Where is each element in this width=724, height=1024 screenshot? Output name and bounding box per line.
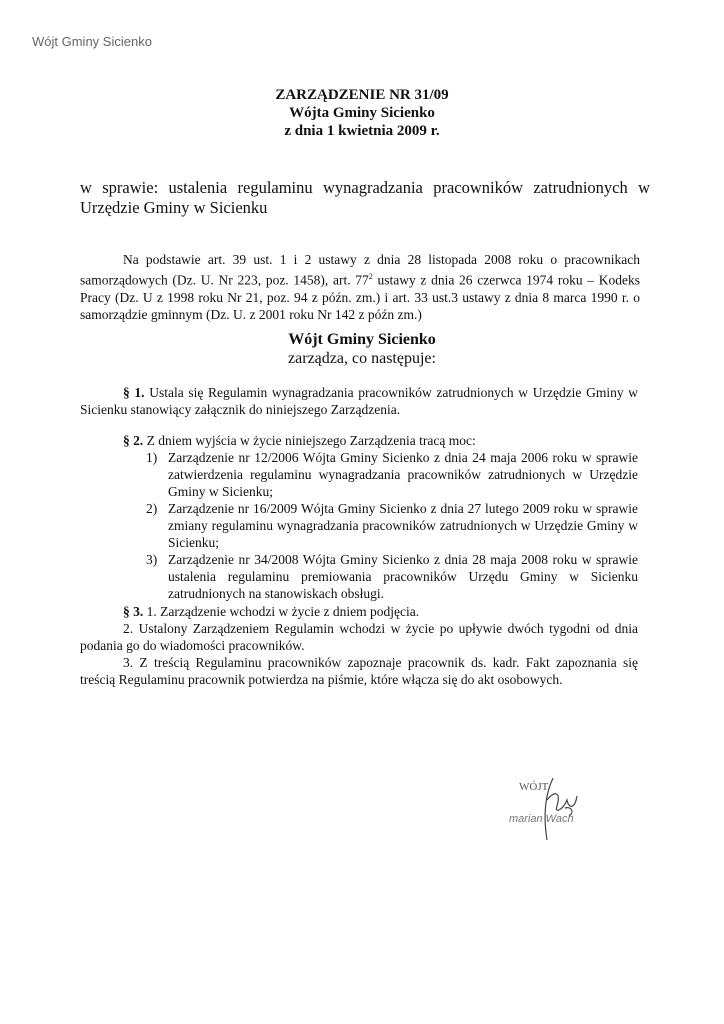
list-item — [80, 551, 638, 602]
section-3 — [80, 603, 638, 688]
title-line-1: ZARZĄDZENIE NR 31/09 — [275, 87, 449, 103]
section-2-intro-line — [80, 432, 638, 449]
header-stamp: Wójt Gminy Sicienko — [32, 34, 152, 49]
section-3-p3: 3. Z treścią Regulaminu pracowników zapoznaje pracownik ds. kadr. Fakt zapoznania się treścią Regulaminu pracownik potwierdza na piśmie, które włącza się do akt osobowych. — [80, 655, 638, 687]
section-3-p2: 2. Ustalony Zarządzeniem Regulamin wchodzi w życie po upływie dwóch tygodni od dnia podania go do wiadomości pracowników. — [80, 621, 638, 653]
section-3-p1 — [80, 603, 638, 620]
signature — [505, 770, 625, 850]
authority-title: Wójt Gminy Sicienko — [288, 331, 436, 348]
list-item — [80, 500, 638, 551]
list-item-number: 2) — [146, 501, 158, 516]
list-item-text: Zarządzenie nr 34/2008 Wójta Gminy Sicienko z dnia 28 maja 2008 roku w sprawie ustalenia regulaminu premiowania pracowników Urzędu Gminy w Sicienku zatrudnionych na stanowiskach obsługi. — [168, 552, 638, 601]
subject: w sprawie: ustalenia regulaminu wynagradzania pracowników zatrudnionych w Urzędzie Gminy w Sicienku — [80, 178, 650, 217]
title-line-3: z dnia 1 kwietnia 2009 r. — [284, 123, 440, 139]
section-3-number: § 3. — [123, 604, 144, 619]
basis-part-1: Na podstawie art. 39 ust. 1 i 2 ustawy z dnia 28 listopada 2008 roku o pracownikach samorządowych (Dz. U. Nr 223, poz. 1458), art. 77 — [80, 252, 640, 288]
list-item-number: 1) — [146, 450, 158, 465]
authority-phrase: zarządza, co następuje: — [288, 350, 436, 367]
section-3-p1-text: 1. Zarządzenie wchodzi w życie z dniem podjęcia. — [143, 604, 420, 619]
section-2-intro: Z dniem wyjścia w życie niniejszego Zarządzenia tracą moc: — [143, 433, 476, 448]
section-2-number: § 2. — [123, 433, 144, 448]
document-title — [0, 86, 724, 140]
list-item-text: Zarządzenie nr 12/2006 Wójta Gminy Sicienko z dnia 24 maja 2006 roku w sprawie zatwierdzenia regulaminu wynagradzania pracowników zatrudnionych w Urzędzie Gminy w Sicienku; — [168, 450, 638, 499]
signature-scribble — [545, 778, 577, 840]
repealed-list — [80, 449, 638, 602]
title-line-2: Wójta Gminy Sicienko — [289, 105, 435, 121]
list-item-text: Zarządzenie nr 16/2009 Wójta Gminy Sicienko z dnia 27 lutego 2009 roku w sprawie zmiany regulaminu wynagradzania pracowników zatrudnionych w Urzędzie Gminy w Sicienku; — [168, 501, 638, 550]
signature-name: marian Wach — [509, 813, 574, 825]
section-1 — [80, 384, 638, 418]
section-2 — [80, 432, 638, 602]
section-1-text: Ustala się Regulamin wynagradzania pracowników zatrudnionych w Urzędzie Gminy w Sicienku stanowiący załącznik do niniejszego Zarządzenia. — [80, 385, 638, 417]
list-item-number: 3) — [146, 552, 158, 567]
basis-superscript: 2 — [368, 272, 373, 281]
signature-stamp-text: WÓJT — [519, 781, 549, 793]
list-item — [80, 449, 638, 500]
section-1-number: § 1. — [123, 385, 145, 400]
basis-part-2: ustawy z dnia 26 czerwca 1974 roku – Kodeks Pracy (Dz. U z 1998 roku Nr 21, poz. 94 z późn. zm.) i art. 33 ust.3 ustawy z dnia 8 marca 1990 r. o samorządzie gminnym (Dz. U. z 2001 roku Nr 142 z późn zm.) — [80, 272, 640, 322]
authority — [0, 330, 724, 369]
legal-basis — [80, 251, 640, 323]
